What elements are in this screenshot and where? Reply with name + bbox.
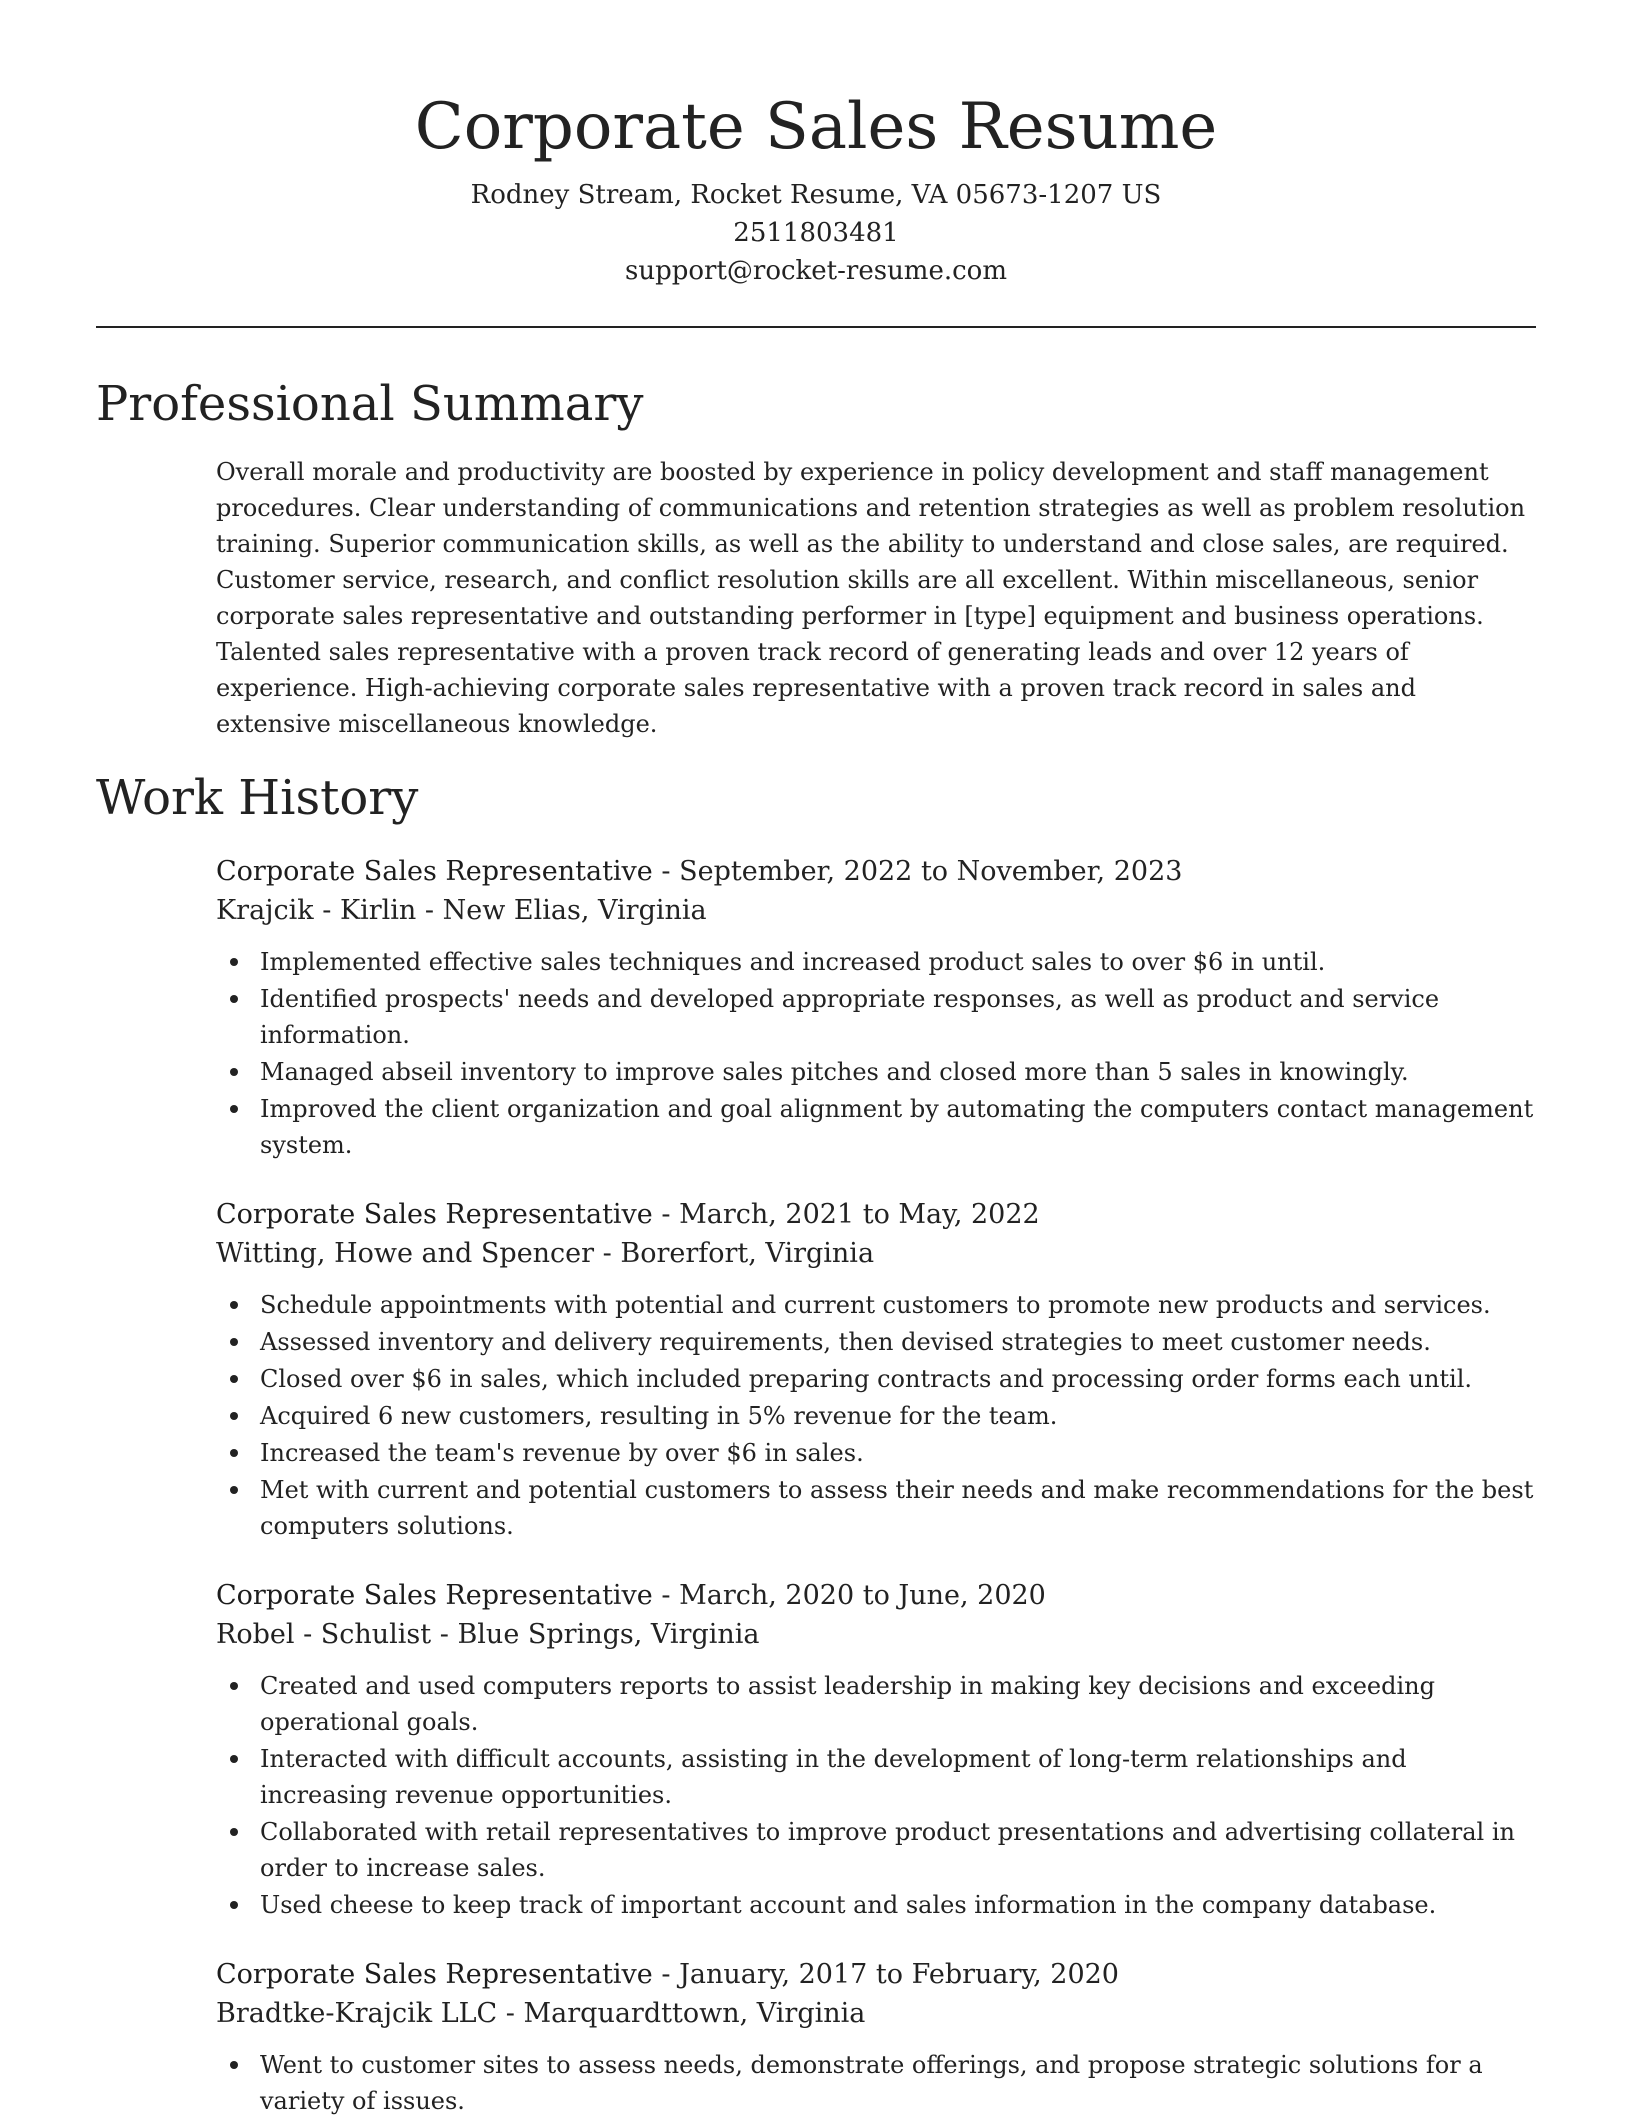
- bullet-text: Identified prospects' needs and developed appropriate responses, as well as product and service information.: [260, 985, 1440, 1049]
- job-company-line: [216, 1994, 1536, 2033]
- resume-title: Corporate Sales Resume: [414, 90, 1218, 164]
- job-bullet: [216, 2047, 1536, 2119]
- job-bullet: [216, 1814, 1536, 1886]
- work-history-heading: Work History: [96, 770, 419, 826]
- job-dates: September, 2022 to November, 2023: [679, 856, 1183, 887]
- job-dates: January, 2017 to February, 2020: [679, 1959, 1119, 1990]
- job-location: Marquardttown, Virginia: [523, 1998, 866, 2029]
- job-company: Bradtke-Krajcik LLC: [216, 1998, 498, 2029]
- job-bullet: [216, 1668, 1536, 1740]
- job-title: Corporate Sales Representative: [216, 856, 653, 887]
- job-entry: [216, 1576, 1536, 1923]
- bullet-text: Managed abseil inventory to improve sales pitches and closed more than 5 sales in knowingly.: [260, 1058, 1409, 1086]
- job-entry: [216, 1955, 1536, 2119]
- bullet-dot: [230, 958, 238, 966]
- job-company-line: [216, 891, 1536, 930]
- bullet-text: Improved the client organization and goal alignment by automating the computers contact management system.: [260, 1095, 1534, 1159]
- bullet-text: Went to customer sites to assess needs, demonstrate offerings, and propose strategic solutions for a variety of issues.: [260, 2051, 1483, 2115]
- job-company-line: [216, 1615, 1536, 1654]
- job-bullets: [216, 944, 1536, 1163]
- job-bullet: [216, 981, 1536, 1053]
- separator: -: [652, 1580, 680, 1611]
- bullet-text: Interacted with difficult accounts, assisting in the development of long-term relationships and increasing revenue opportunities.: [260, 1745, 1407, 1809]
- job-entry: [216, 1195, 1536, 1544]
- job-title-line: [216, 1576, 1536, 1615]
- bullet-dot: [230, 1682, 238, 1690]
- resume-page: [96, 0, 1536, 2120]
- bullet-dot: [230, 1486, 238, 1494]
- job-bullet: [216, 1324, 1536, 1360]
- bullet-text: Schedule appointments with potential and current customers to promote new products and services.: [260, 1291, 1491, 1319]
- bullet-dot: [230, 1755, 238, 1763]
- job-entry: [216, 852, 1536, 1163]
- job-bullet: [216, 1398, 1536, 1434]
- summary-heading: Professional Summary: [96, 376, 644, 432]
- summary-text: Overall morale and productivity are boosted by experience in policy development and staff management procedures. Clear understanding of communications and retention strategies as well as problem resolution training. Superior communication skills, as well as the ability to understand and close sales, are required. Customer service, research, and conflict resolution skills are all excellent. Within miscellaneous, senior corporate sales representative and outstanding performer in [type] equipment and business operations. Talented sales representative with a proven track record of generating leads and over 12 years of experience. High-achieving corporate sales representative with a proven track record in sales and extensive miscellaneous knowledge.: [216, 458, 1526, 738]
- job-company: Witting, Howe and Spencer: [216, 1238, 595, 1269]
- job-list: [96, 852, 1536, 2119]
- job-dates: March, 2020 to June, 2020: [679, 1580, 1046, 1611]
- contact-block: [96, 176, 1536, 290]
- contact-email: support@rocket-resume.com: [624, 256, 1007, 286]
- bullet-dot: [230, 1105, 238, 1113]
- job-bullet: [216, 1887, 1536, 1923]
- job-bullet: [216, 1361, 1536, 1397]
- job-location: Blue Springs, Virginia: [457, 1619, 760, 1650]
- bullet-text: Assessed inventory and delivery requirements, then devised strategies to meet customer needs.: [260, 1328, 1431, 1356]
- job-bullet: [216, 1741, 1536, 1813]
- job-bullet: [216, 1435, 1536, 1471]
- job-title: Corporate Sales Representative: [216, 1580, 653, 1611]
- job-title: Corporate Sales Representative: [216, 1959, 653, 1990]
- bullet-dot: [230, 1901, 238, 1909]
- bullet-text: Met with current and potential customers to assess their needs and make recommendations for the best computers solutions.: [260, 1476, 1534, 1540]
- bullet-dot: [230, 1301, 238, 1309]
- bullet-text: Collaborated with retail representatives to improve product presentations and advertising collateral in order to increase sales.: [260, 1818, 1515, 1882]
- job-location: Borerfort, Virginia: [620, 1238, 875, 1269]
- bullet-dot: [230, 995, 238, 1003]
- separator: -: [652, 1959, 680, 1990]
- separator: -: [652, 856, 680, 887]
- job-bullets: [216, 1668, 1536, 1923]
- job-dates: March, 2021 to May, 2022: [679, 1199, 1040, 1230]
- job-title-line: [216, 1195, 1536, 1234]
- separator: -: [416, 895, 443, 926]
- bullet-dot: [230, 1375, 238, 1383]
- separator: -: [652, 1199, 680, 1230]
- job-bullets: [216, 1287, 1536, 1544]
- job-title: Corporate Sales Representative: [216, 1199, 653, 1230]
- bullet-dot: [230, 1068, 238, 1076]
- bullet-text: Implemented effective sales techniques and increased product sales to over $6 in until.: [260, 948, 1326, 976]
- job-bullet: [216, 944, 1536, 980]
- job-company: Krajcik - Kirlin: [216, 895, 417, 926]
- job-bullets: [216, 2047, 1536, 2119]
- contact-address: Rodney Stream, Rocket Resume, VA 05673-1207 US: [470, 180, 1162, 210]
- bullet-text: Increased the team's revenue by over $6 in sales.: [260, 1439, 864, 1467]
- job-title-line: [216, 1955, 1536, 1994]
- job-company-line: [216, 1234, 1536, 1273]
- bullet-dot: [230, 1828, 238, 1836]
- resume-header: [96, 0, 1536, 290]
- job-bullet: [216, 1287, 1536, 1323]
- separator: -: [594, 1238, 621, 1269]
- bullet-dot: [230, 1412, 238, 1420]
- bullet-dot: [230, 1449, 238, 1457]
- separator: -: [431, 1619, 458, 1650]
- job-location: New Elias, Virginia: [442, 895, 707, 926]
- bullet-text: Acquired 6 new customers, resulting in 5% revenue for the team.: [260, 1402, 1058, 1430]
- job-bullet: [216, 1054, 1536, 1090]
- job-bullet: [216, 1091, 1536, 1163]
- bullet-text: Created and used computers reports to assist leadership in making key decisions and exceeding operational goals.: [260, 1672, 1435, 1736]
- job-company: Robel - Schulist: [216, 1619, 432, 1650]
- job-bullet: [216, 1472, 1536, 1544]
- header-divider: [96, 326, 1536, 328]
- bullet-dot: [230, 2061, 238, 2069]
- job-title-line: [216, 852, 1536, 891]
- bullet-text: Used cheese to keep track of important account and sales information in the company database.: [260, 1891, 1437, 1919]
- bullet-dot: [230, 1338, 238, 1346]
- bullet-text: Closed over $6 in sales, which included preparing contracts and processing order forms each until.: [260, 1365, 1473, 1393]
- separator: -: [497, 1998, 524, 2029]
- contact-phone: 2511803481: [733, 218, 899, 248]
